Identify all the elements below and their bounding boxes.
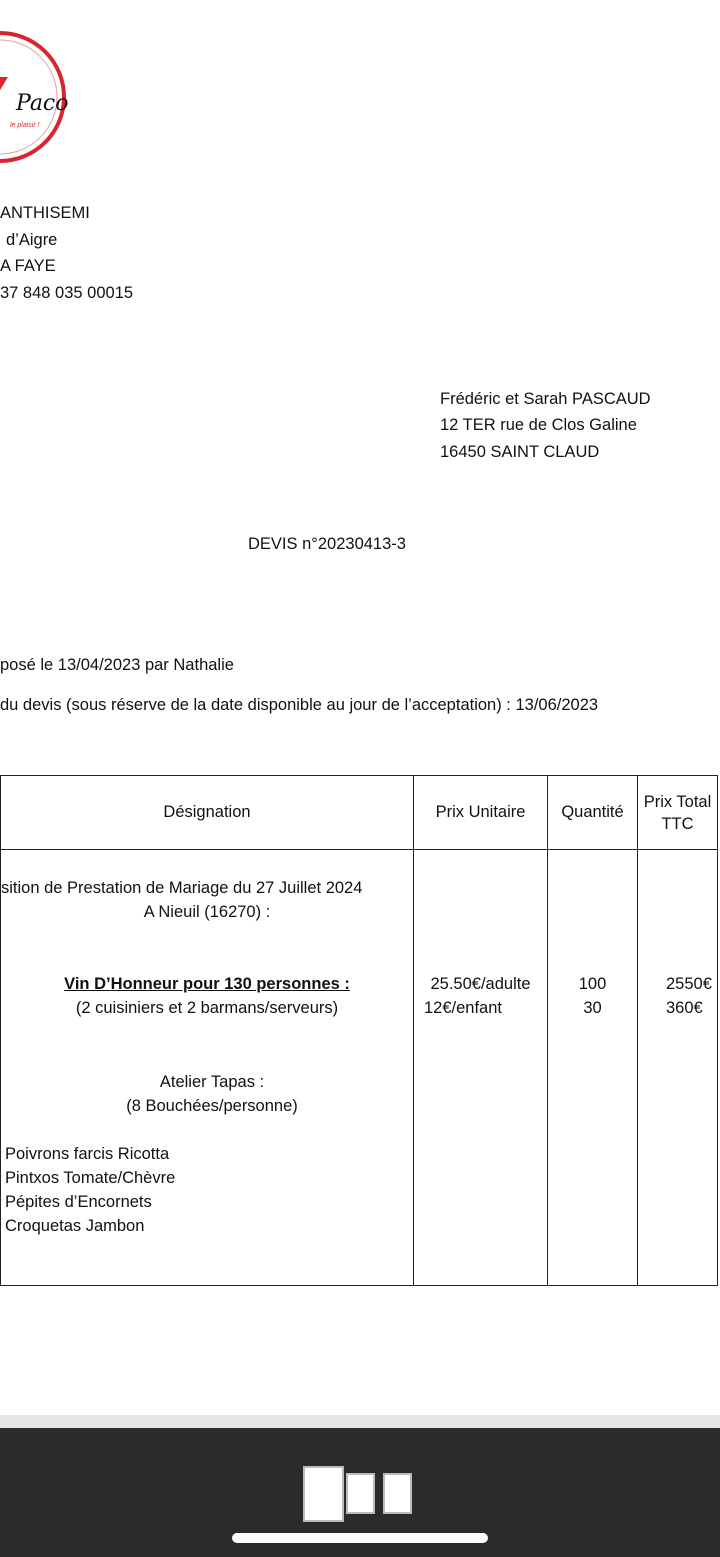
menu-item: Pépites d’Encornets <box>5 1193 152 1211</box>
quote-validity: du devis (sous réserve de la date disponible au jour de l’acceptation) : 13/06/2023 <box>0 696 599 714</box>
total-cell <box>638 850 718 1286</box>
quote-date: posé le 13/04/2023 par Nathalie <box>0 656 234 674</box>
client-line: Frédéric et Sarah PASCAUD <box>440 390 651 408</box>
section-title: Vin D’Honneur pour 130 personnes : <box>64 975 350 993</box>
menu-item: Poivrons farcis Ricotta <box>5 1145 170 1163</box>
intro-line: A Nieuil (16270) : <box>143 903 271 921</box>
header-unit-price: Prix Unitaire <box>414 776 548 850</box>
sender-line: A FAYE <box>0 257 56 275</box>
menu-item: Croquetas Jambon <box>5 1217 145 1235</box>
menu-item: Pintxos Tomate/Chèvre <box>5 1169 176 1187</box>
company-logo <box>0 22 70 172</box>
home-indicator[interactable] <box>232 1533 488 1543</box>
quantity-cell <box>548 850 638 1286</box>
page-thumbnail-1[interactable] <box>303 1466 344 1522</box>
sender-line: d’Aigre <box>6 231 58 249</box>
unit-price: 25.50€/adulte <box>430 975 531 993</box>
quantity: 30 <box>583 999 602 1017</box>
page-thumbnail-2[interactable] <box>346 1473 375 1514</box>
intro-line: sition de Prestation de Mariage du 27 Juillet 2024 <box>1 879 363 897</box>
header-total-ttc: TTC <box>661 814 694 833</box>
atelier-subtitle: (8 Bouchées/personne) <box>126 1097 298 1115</box>
sender-line: 37 848 035 00015 <box>0 284 134 302</box>
page-separator <box>0 1415 720 1428</box>
quote-title: DEVIS n°20230413-3 <box>248 535 406 553</box>
page-thumbnail-3[interactable] <box>383 1473 412 1514</box>
sender-line: ANTHISEMI <box>0 204 90 222</box>
total: 2550€ <box>666 975 712 993</box>
section-subtitle: (2 cuisiniers et 2 barmans/serveurs) <box>75 999 339 1017</box>
total: 360€ <box>666 999 703 1017</box>
client-line: 16450 SAINT CLAUD <box>440 443 600 461</box>
atelier-title: Atelier Tapas : <box>159 1073 265 1091</box>
quote-table <box>0 775 718 1286</box>
client-line: 12 TER rue de Clos Galine <box>440 416 637 434</box>
unit-price-cell <box>414 850 548 1286</box>
header-quantity: Quantité <box>548 776 638 850</box>
designation-cell <box>1 850 414 1286</box>
svg-text:Paco: Paco <box>16 91 69 116</box>
unit-price: 12€/enfant <box>424 999 502 1017</box>
svg-text:le plaisir !: le plaisir ! <box>10 122 40 129</box>
header-designation: Désignation <box>1 776 414 850</box>
quantity: 100 <box>578 975 607 993</box>
header-total <box>638 776 718 850</box>
header-total-label: Prix Total <box>643 792 712 811</box>
